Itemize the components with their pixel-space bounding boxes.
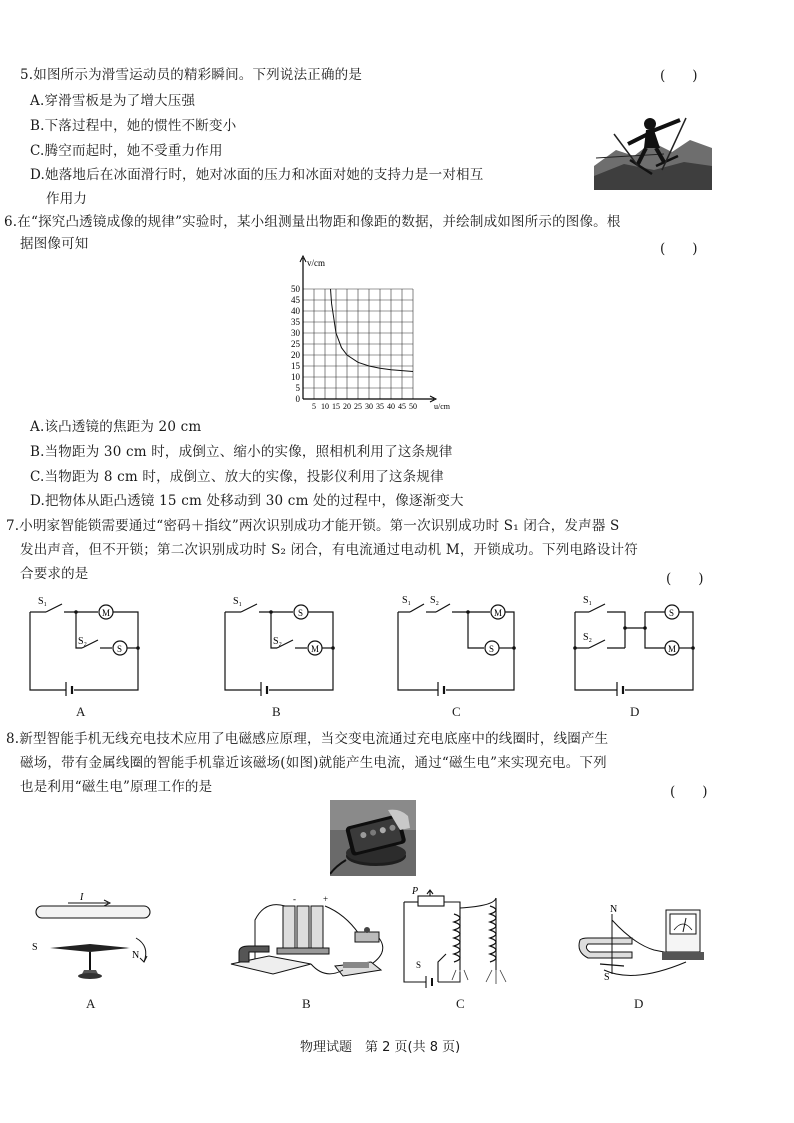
- chart-series: [331, 289, 414, 372]
- q6-option-d: D.把物体从距凸透镜 15 cm 处移动到 30 cm 处的过程中，像逐渐变大: [30, 493, 464, 509]
- x-tick-label: 40: [387, 402, 395, 411]
- svg-text:S: S: [489, 644, 495, 654]
- y-tick-labels: [291, 284, 301, 404]
- figure-8b-label: B: [302, 996, 311, 1011]
- svg-text:-: -: [293, 894, 296, 904]
- image-distance-curve: [331, 289, 414, 372]
- skier-photo: [594, 104, 712, 190]
- q6-answer-paren: ( ): [660, 241, 698, 257]
- y-tick-label: 0: [295, 394, 300, 404]
- q5-option-b: B.下落过程中，她的惯性不断变小: [30, 118, 237, 134]
- y-tick-label: 20: [291, 350, 300, 360]
- y-axis-label: v/cm: [307, 258, 325, 268]
- svg-text:S₁: S₁: [402, 595, 412, 606]
- q7-stem-line-3: 合要求的是: [20, 566, 89, 582]
- svg-text:M: M: [311, 644, 320, 654]
- q8-stem-line-2: 磁场，带有金属线圈的智能手机靠近该磁场(如图)就能产生电流，通过“磁生电”来实现充电。下列: [20, 755, 607, 771]
- q5-option-a: A.穿滑雪板是为了增大压强: [30, 93, 196, 109]
- x-tick-label: 25: [354, 402, 362, 411]
- q6-option-c: C.当物距为 8 cm 时，成倒立、放大的实像，投影仪利用了这条规律: [30, 469, 444, 485]
- y-tick-label: 10: [291, 372, 300, 382]
- q7-stem-line-1: 7.小明家智能锁需要通过“密码＋指纹”两次识别成功才能开锁。第一次识别成功时 S₁ 闭合，发声器 S: [6, 518, 620, 534]
- page-footer: 物理试题 第 2 页(共 8 页): [300, 1040, 461, 1055]
- svg-text:N: N: [610, 904, 618, 915]
- y-tick-label: 5: [295, 383, 300, 393]
- circuit-d-label: D: [630, 704, 640, 719]
- svg-text:S: S: [32, 942, 38, 953]
- svg-text:S₂: S₂: [78, 636, 88, 647]
- chart-grid: [303, 289, 413, 399]
- q8-stem-line-3: 也是利用“磁生电”原理工作的是: [20, 779, 213, 795]
- y-tick-label: 35: [291, 317, 300, 327]
- svg-text:S₁: S₁: [233, 596, 243, 607]
- q5-stem: 5.如图所示为滑雪运动员的精彩瞬间。下列说法正确的是: [20, 67, 363, 83]
- svg-text:I: I: [80, 892, 84, 903]
- svg-text:S₁: S₁: [38, 596, 48, 607]
- circuit-a-label: A: [76, 704, 86, 719]
- svg-text:S₂: S₂: [583, 632, 593, 643]
- x-axis-label: u/cm: [434, 402, 450, 411]
- figure-8c-electromagnets: [398, 882, 526, 992]
- q8-stem-line-1: 8.新型智能手机无线充电技术应用了电磁感应原理，当交变电流通过充电底座中的线圈时，线圈产生: [6, 731, 609, 747]
- figure-8a-oersted: [28, 890, 158, 990]
- q6-stem-line-1: 6.在“探究凸透镜成像的规律”实验时，某小组测量出物距和像距的数据，并绘制成如图所示的图像。根: [4, 214, 621, 230]
- q6-option-b: B.当物距为 30 cm 时，成倒立、缩小的实像，照相机利用了这条规律: [30, 444, 453, 460]
- x-tick-label: 15: [332, 402, 340, 411]
- q5-option-c: C.腾空而起时，她不受重力作用: [30, 143, 223, 159]
- figure-8b-apparatus: [225, 890, 395, 990]
- svg-text:M: M: [494, 608, 503, 618]
- coil-left: [454, 914, 460, 962]
- x-tick-label: 50: [409, 402, 417, 411]
- y-tick-label: 25: [291, 339, 300, 349]
- y-tick-label: 15: [291, 361, 300, 371]
- x-tick-label: 30: [365, 402, 373, 411]
- svg-text:S: S: [604, 972, 610, 983]
- x-tick-label: 10: [321, 402, 329, 411]
- q8-answer-paren: ( ): [670, 784, 708, 800]
- x-tick-label: 35: [376, 402, 384, 411]
- x-tick-label: 5: [312, 402, 316, 411]
- svg-text:S: S: [669, 608, 675, 618]
- circuit-d: [565, 590, 705, 696]
- circuit-c: [388, 590, 523, 696]
- y-tick-label: 40: [291, 306, 300, 316]
- x-tick-labels: [312, 402, 417, 411]
- lens-chart: [270, 252, 460, 415]
- q7-answer-paren: ( ): [666, 571, 704, 587]
- q7-stem-line-2: 发出声音，但不开锁；第二次识别成功时 S₂ 闭合，有电流通过电动机 M，开锁成功。下列电路设计符: [20, 542, 638, 558]
- figure-8d-induction: [574, 904, 710, 996]
- y-tick-label: 50: [291, 284, 300, 294]
- paper-clips: [452, 970, 506, 984]
- figure-8a-label: A: [86, 996, 96, 1011]
- svg-text:M: M: [668, 644, 677, 654]
- q5-option-d: D.她落地后在冰面滑行时，她对冰面的压力和冰面对她的支持力是一对相互: [30, 167, 484, 183]
- svg-text:N: N: [132, 950, 140, 961]
- svg-text:S₁: S₁: [583, 595, 593, 606]
- q6-stem-line-2: 据图像可知: [20, 236, 89, 252]
- svg-text:M: M: [102, 608, 111, 618]
- circuit-b: [215, 590, 345, 696]
- svg-text:S: S: [298, 608, 304, 618]
- svg-text:+: +: [323, 894, 329, 904]
- figure-8d-label: D: [634, 996, 644, 1011]
- svg-text:S₂: S₂: [430, 595, 440, 606]
- circuit-c-label: C: [452, 704, 461, 719]
- circuit-b-label: B: [272, 704, 281, 719]
- wireless-charger-photo: [330, 800, 416, 876]
- q5-answer-paren: ( ): [660, 68, 698, 84]
- chart-axes: [300, 256, 436, 402]
- figure-8c-label: C: [456, 996, 465, 1011]
- svg-text:P: P: [412, 886, 419, 897]
- svg-text:S: S: [117, 644, 123, 654]
- x-tick-label: 45: [398, 402, 406, 411]
- svg-text:S: S: [416, 960, 422, 970]
- coil-right: [490, 906, 496, 962]
- q5-option-d-continued: 作用力: [46, 191, 88, 207]
- circuit-a: [20, 590, 150, 696]
- y-tick-label: 30: [291, 328, 300, 338]
- x-tick-label: 20: [343, 402, 351, 411]
- q6-option-a: A.该凸透镜的焦距为 20 cm: [30, 419, 202, 435]
- svg-text:S₂: S₂: [273, 636, 283, 647]
- y-tick-label: 45: [291, 295, 300, 305]
